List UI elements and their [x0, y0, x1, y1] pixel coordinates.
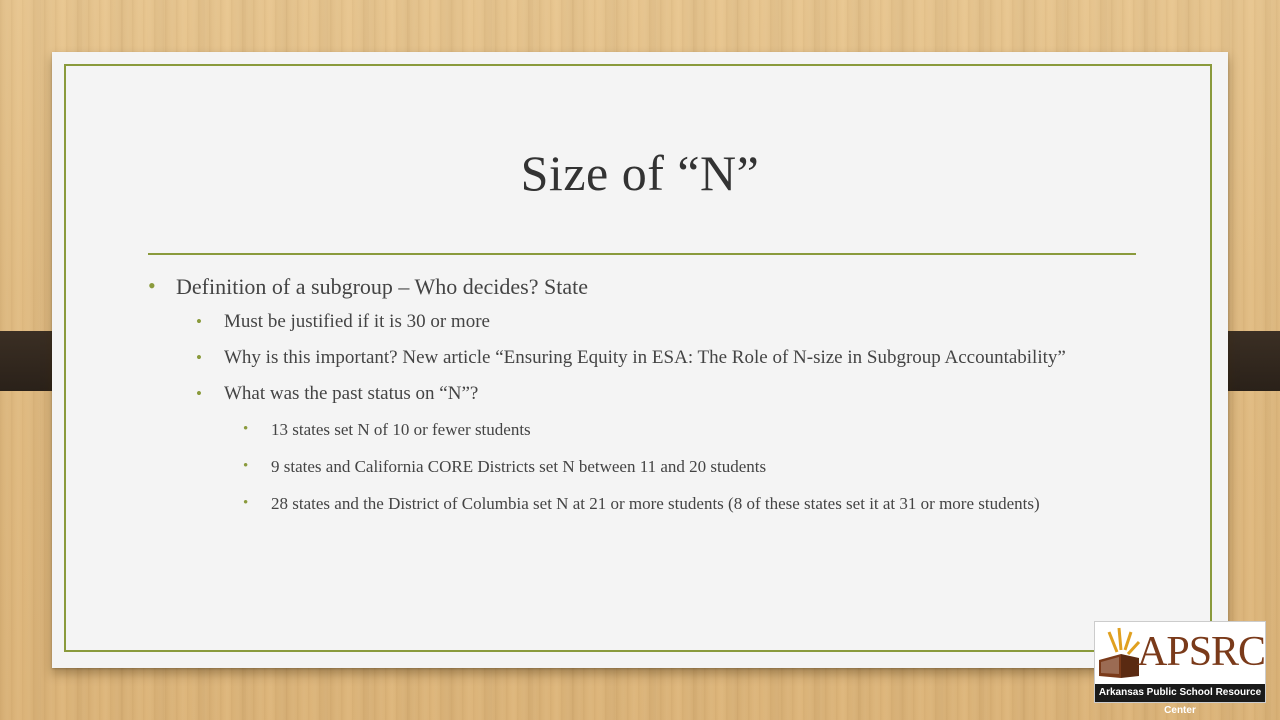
bullet-list	[146, 274, 1146, 529]
bullet-item: • Must be justified if it is 30 or more	[146, 310, 1146, 334]
logo-subtitle: Arkansas Public School Resource Center	[1095, 684, 1265, 702]
title-divider	[148, 253, 1136, 255]
logo-wordmark: APSRC	[1137, 629, 1266, 675]
book-icon	[1097, 626, 1141, 682]
bullet-item: • 9 states and California CORE Districts set N between 11 and 20 students	[146, 455, 1146, 478]
bullet-item: • Definition of a subgroup – Who decides? State	[146, 274, 1146, 300]
apsrc-logo	[1094, 621, 1266, 716]
bullet-item: • 28 states and the District of Columbia set N at 21 or more students (8 of these states set it at 31 or more students)	[146, 492, 1146, 515]
slide-title: Size of “N”	[520, 145, 760, 201]
bullet-item: • Why is this important? New article “Ensuring Equity in ESA: The Role of N-size in Subgroup Accountability”	[146, 346, 1146, 370]
bullet-item: • What was the past status on “N”?	[146, 382, 1146, 406]
slide-paper	[52, 52, 1228, 668]
bullet-item: • 13 states set N of 10 or fewer students	[146, 418, 1146, 441]
